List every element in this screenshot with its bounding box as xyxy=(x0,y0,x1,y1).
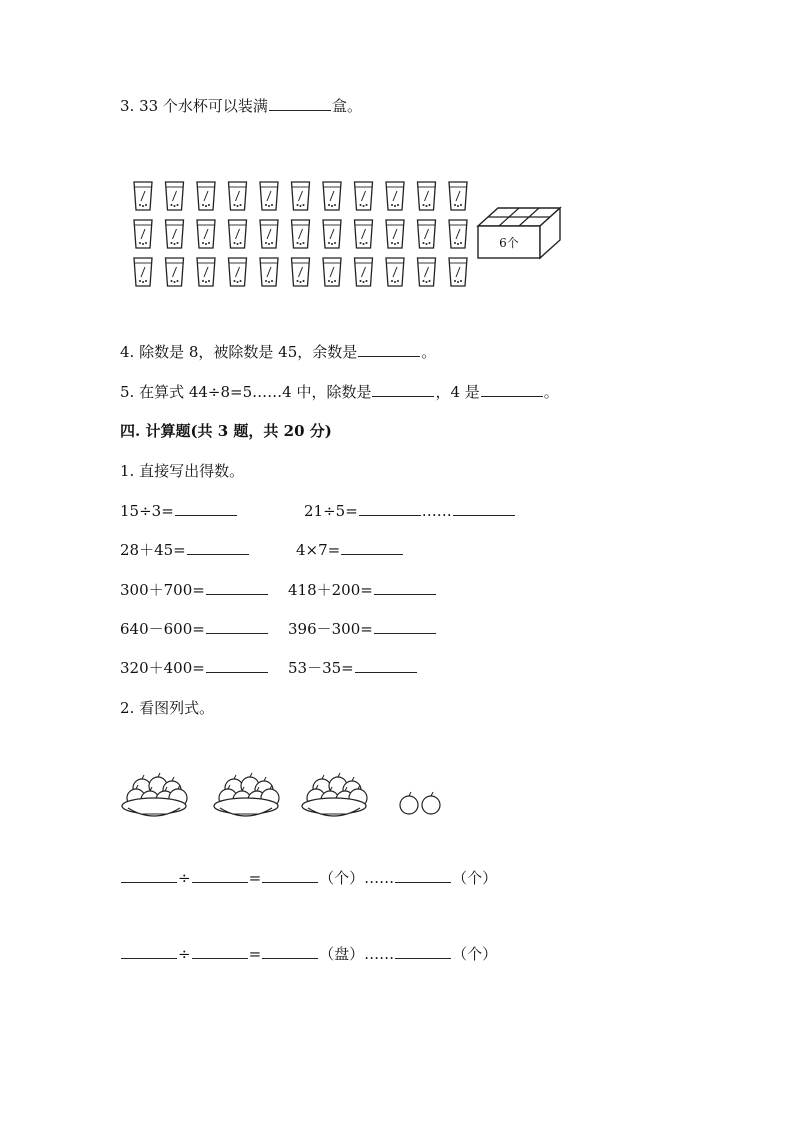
calc-1-title: 1. 直接写出得数。 xyxy=(120,462,245,480)
cup-icon xyxy=(197,258,215,286)
cup-icon xyxy=(166,182,184,210)
equals-sign: = xyxy=(248,945,262,963)
calc-expression: 21÷5= xyxy=(304,502,358,520)
apples-illustration xyxy=(120,770,460,830)
answer-blank[interactable] xyxy=(481,382,543,397)
answer-blank[interactable] xyxy=(269,96,331,111)
cup-icon xyxy=(166,220,184,248)
answer-blank[interactable] xyxy=(372,382,434,397)
cup-icon xyxy=(323,258,341,286)
question-5 xyxy=(120,382,559,402)
cup-icon xyxy=(292,182,310,210)
calc-expression: 320＋400= xyxy=(120,659,205,677)
answer-blank[interactable] xyxy=(341,540,403,555)
cup-icon xyxy=(229,220,247,248)
answer-blank[interactable] xyxy=(262,868,318,883)
calc-item xyxy=(288,580,437,600)
divide-sign: ÷ xyxy=(178,945,191,963)
calc-item xyxy=(288,658,418,678)
loose-apples-icon xyxy=(400,792,440,814)
calc-item xyxy=(288,619,437,639)
calc-item xyxy=(296,540,404,560)
cup-icon xyxy=(386,220,404,248)
cup-icon xyxy=(166,258,184,286)
cup-icon xyxy=(197,182,215,210)
unit-label: （个） xyxy=(452,945,498,963)
answer-blank[interactable] xyxy=(355,658,417,673)
formula-row xyxy=(120,868,497,888)
formula-row xyxy=(120,944,497,964)
cup-icon xyxy=(323,220,341,248)
cup-icon xyxy=(323,182,341,210)
divide-sign: ÷ xyxy=(178,869,191,887)
answer-blank[interactable] xyxy=(206,619,268,634)
cup-icon xyxy=(355,220,373,248)
answer-blank[interactable] xyxy=(187,540,249,555)
calc-item xyxy=(120,501,238,521)
answer-blank[interactable] xyxy=(358,342,420,357)
box-label: 6个 xyxy=(499,236,519,250)
cup-icon xyxy=(260,182,278,210)
question-3 xyxy=(120,96,362,116)
answer-blank[interactable] xyxy=(262,944,318,959)
question-3-suffix: 盒。 xyxy=(331,97,362,115)
answer-blank[interactable] xyxy=(121,944,177,959)
question-5-text: 5. 在算式 44÷8=5……4 中，除数是 xyxy=(120,383,372,401)
calc-expression: 15÷3= xyxy=(120,502,174,520)
cup-icon xyxy=(418,220,436,248)
calc-expression: 53－35= xyxy=(288,659,354,677)
answer-blank[interactable] xyxy=(175,501,237,516)
cup-icon xyxy=(449,258,467,286)
question-5-mid: ，4 是 xyxy=(435,383,480,401)
cup-icon xyxy=(134,220,152,248)
cup-icon xyxy=(260,258,278,286)
calc-expression: 28＋45= xyxy=(120,541,186,559)
question-4-suffix: 。 xyxy=(421,343,437,361)
apple-plate-icon xyxy=(302,773,367,816)
answer-blank[interactable] xyxy=(395,944,451,959)
answer-blank[interactable] xyxy=(374,619,436,634)
cup-icon xyxy=(134,258,152,286)
answer-blank[interactable] xyxy=(395,868,451,883)
ellipsis: …… xyxy=(421,502,452,520)
cup-icon xyxy=(229,182,247,210)
cup-icon xyxy=(449,182,467,210)
cup-icon xyxy=(292,258,310,286)
calc-item xyxy=(120,619,269,639)
cup-icon xyxy=(355,258,373,286)
section-4-title: 四. 计算题(共 3 题，共 20 分) xyxy=(120,422,332,440)
cup-icon xyxy=(134,182,152,210)
calc-expression: 300＋700= xyxy=(120,581,205,599)
cup-icon xyxy=(197,220,215,248)
question-3-text: 3. 33 个水杯可以装满 xyxy=(120,97,268,115)
answer-blank[interactable] xyxy=(359,501,421,516)
cup-icon xyxy=(386,182,404,210)
answer-blank[interactable] xyxy=(121,868,177,883)
calc-2-title: 2. 看图列式。 xyxy=(120,699,215,717)
answer-blank[interactable] xyxy=(192,868,248,883)
cup-icon xyxy=(260,220,278,248)
calc-expression: 418＋200= xyxy=(288,581,373,599)
apple-plate-icon xyxy=(122,773,187,816)
answer-blank[interactable] xyxy=(453,501,515,516)
unit-label: （个） xyxy=(452,869,498,887)
calc-item xyxy=(120,658,269,678)
calc-item xyxy=(304,501,516,521)
unit-label: （个） xyxy=(319,869,365,887)
question-4 xyxy=(120,342,436,362)
equals-sign: = xyxy=(248,869,262,887)
cup-icon xyxy=(229,258,247,286)
calc-expression: 396－300= xyxy=(288,620,373,638)
question-4-text: 4. 除数是 8，被除数是 45，余数是 xyxy=(120,343,358,361)
cup-icon xyxy=(292,220,310,248)
answer-blank[interactable] xyxy=(192,944,248,959)
ellipsis: …… xyxy=(364,945,395,963)
calc-item xyxy=(120,540,250,560)
cups-illustration xyxy=(130,178,480,298)
cup-icon xyxy=(418,258,436,286)
calc-item xyxy=(120,580,269,600)
calc-expression: 640－600= xyxy=(120,620,205,638)
cup-icon xyxy=(418,182,436,210)
apple-plate-icon xyxy=(214,773,279,816)
cup-icon xyxy=(449,220,467,248)
ellipsis: …… xyxy=(364,869,395,887)
box-illustration xyxy=(476,204,562,260)
cup-icon xyxy=(355,182,373,210)
question-5-suffix: 。 xyxy=(543,383,559,401)
answer-blank[interactable] xyxy=(374,580,436,595)
unit-label: （盘） xyxy=(319,945,365,963)
answer-blank[interactable] xyxy=(206,658,268,673)
cup-icon xyxy=(386,258,404,286)
answer-blank[interactable] xyxy=(206,580,268,595)
calc-expression: 4×7= xyxy=(296,541,341,559)
